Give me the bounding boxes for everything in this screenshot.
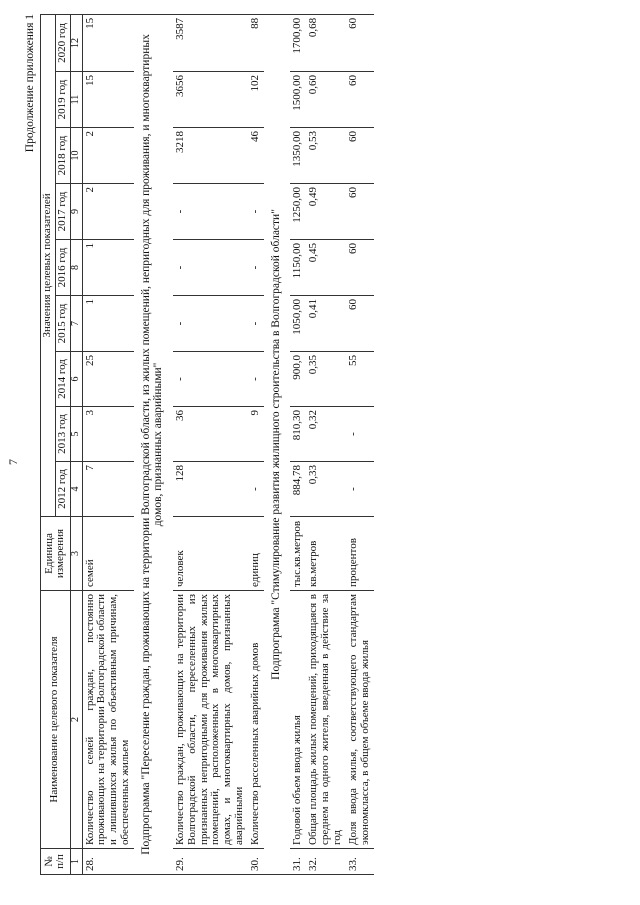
unit-cell: человек <box>173 517 248 591</box>
header-year: 2017 год <box>55 184 70 240</box>
unit-cell: единиц <box>248 517 264 591</box>
subprogram-heading: Подпрограмма "Стимулирование развития жилищного строительства в Волгоградской области" <box>264 14 290 874</box>
column-number: 4 <box>70 462 82 517</box>
header-year: 2013 год <box>55 407 70 462</box>
table-row <box>173 14 248 874</box>
value-cell: 810,30 <box>290 407 306 462</box>
column-number: 1 <box>70 849 82 875</box>
value-cell: 2 <box>82 128 134 184</box>
value-cell: 9 <box>248 407 264 462</box>
value-cell: 0,53 <box>306 128 346 184</box>
column-number: 12 <box>70 14 82 71</box>
header-year: 2014 год <box>55 352 70 407</box>
unit-cell: процентов <box>346 517 374 591</box>
column-number: 5 <box>70 407 82 462</box>
unit-cell: семей <box>82 517 134 591</box>
value-cell: 88 <box>248 14 264 71</box>
table-row <box>346 14 374 874</box>
value-cell: - <box>346 407 374 462</box>
value-cell: 1 <box>82 296 134 352</box>
value-cell: 1050,00 <box>290 296 306 352</box>
column-number: 10 <box>70 128 82 184</box>
unit-cell: тыс.кв.метров <box>290 517 306 591</box>
value-cell: 0,35 <box>306 352 346 407</box>
subprogram-heading-row <box>134 14 173 874</box>
subprogram-heading-row <box>264 14 290 874</box>
header-year: 2018 год <box>55 128 70 184</box>
row-number: 32. <box>306 849 346 875</box>
table-row <box>248 14 264 874</box>
table-body <box>82 14 374 874</box>
indicator-name: Общая площадь жилых помещений, приходящаяся в среднем на одного жителя, введенная в действие за год <box>306 591 346 849</box>
value-cell: - <box>173 352 248 407</box>
header-year: 2019 год <box>55 72 70 128</box>
header-row <box>41 14 56 874</box>
header-num: № п/п <box>41 849 71 875</box>
value-cell: 60 <box>346 72 374 128</box>
value-cell: 0,49 <box>306 184 346 240</box>
column-number: 9 <box>70 184 82 240</box>
header-year: 2015 год <box>55 296 70 352</box>
value-cell: 0,33 <box>306 462 346 517</box>
value-cell: - <box>173 296 248 352</box>
column-number: 6 <box>70 352 82 407</box>
value-cell: 15 <box>82 14 134 71</box>
continuation-note: Продолжение приложения 1 <box>24 14 36 153</box>
column-number: 7 <box>70 296 82 352</box>
value-cell: 900,0 <box>290 352 306 407</box>
value-cell: 0,45 <box>306 240 346 296</box>
value-cell: 60 <box>346 14 374 71</box>
value-cell: 55 <box>346 352 374 407</box>
value-cell: 7 <box>82 462 134 517</box>
value-cell: 102 <box>248 72 264 128</box>
column-number: 8 <box>70 240 82 296</box>
row-number: 31. <box>290 849 306 875</box>
value-cell: 60 <box>346 296 374 352</box>
value-cell: - <box>248 184 264 240</box>
subprogram-heading: Подпрограмма "Переселение граждан, проживающих на территории Волгоградской области, из жилых помещений, непригодных для проживания, и многоквартирных домов, признанных аварийными" <box>134 14 173 874</box>
value-cell: 60 <box>346 240 374 296</box>
value-cell: 25 <box>82 352 134 407</box>
indicator-name: Количество расселенных аварийных домов <box>248 591 264 849</box>
indicator-name: Доля ввода жилья, соответствующего стандартам экономкласса, в общем объеме ввода жилья <box>346 591 374 849</box>
value-cell: 46 <box>248 128 264 184</box>
header-name: Наименование целевого показателя <box>41 591 71 849</box>
table-row <box>306 14 346 874</box>
value-cell: 60 <box>346 128 374 184</box>
value-cell: 1150,00 <box>290 240 306 296</box>
page-number: 7 <box>6 459 20 465</box>
value-cell: 2 <box>82 184 134 240</box>
table-row <box>290 14 306 874</box>
column-number: 3 <box>70 517 82 591</box>
value-cell: 3218 <box>173 128 248 184</box>
value-cell: 884,78 <box>290 462 306 517</box>
row-number: 30. <box>248 849 264 875</box>
value-cell: - <box>173 240 248 296</box>
value-cell: 15 <box>82 72 134 128</box>
value-cell: - <box>248 240 264 296</box>
value-cell: 60 <box>346 184 374 240</box>
value-cell: 128 <box>173 462 248 517</box>
header-year: 2012 год <box>55 462 70 517</box>
value-cell: 3587 <box>173 14 248 71</box>
column-number: 2 <box>70 591 82 849</box>
value-cell: - <box>248 296 264 352</box>
value-cell: - <box>173 184 248 240</box>
header-unit: Единица измерения <box>41 517 71 591</box>
column-numbers-row <box>70 14 82 874</box>
value-cell: - <box>248 462 264 517</box>
value-cell: 1500,00 <box>290 72 306 128</box>
unit-cell: кв.метров <box>306 517 346 591</box>
value-cell: - <box>248 352 264 407</box>
value-cell: 0,68 <box>306 14 346 71</box>
indicators-table <box>40 14 374 875</box>
row-number: 29. <box>173 849 248 875</box>
indicator-name: Количество семей граждан, постоянно проживающих на территории Волгоградской области и лишившихся жилья по объективным причинам, обеспеченных жильем <box>82 591 134 849</box>
header-year: 2016 год <box>55 240 70 296</box>
table-row <box>82 14 134 874</box>
value-cell: 3656 <box>173 72 248 128</box>
value-cell: - <box>346 462 374 517</box>
value-cell: 0,32 <box>306 407 346 462</box>
value-cell: 1 <box>82 240 134 296</box>
header-year: 2020 год <box>55 14 70 71</box>
indicator-name: Годовой объем ввода жилья <box>290 591 306 849</box>
value-cell: 1700,00 <box>290 14 306 71</box>
row-number: 28. <box>82 849 134 875</box>
value-cell: 1250,00 <box>290 184 306 240</box>
header-values-group: Значения целевых показателей <box>41 14 56 516</box>
indicator-name: Количество граждан, проживающих на территории Волгоградской области, переселенных из признанных непригодными для проживания жилых помещений, расположенных в многоквартирных домах, и многоквартирных домов, признанных аварийными <box>173 591 248 849</box>
value-cell: 0,60 <box>306 72 346 128</box>
value-cell: 3 <box>82 407 134 462</box>
column-number: 11 <box>70 72 82 128</box>
row-number: 33. <box>346 849 374 875</box>
value-cell: 1350,00 <box>290 128 306 184</box>
value-cell: 36 <box>173 407 248 462</box>
value-cell: 0,41 <box>306 296 346 352</box>
